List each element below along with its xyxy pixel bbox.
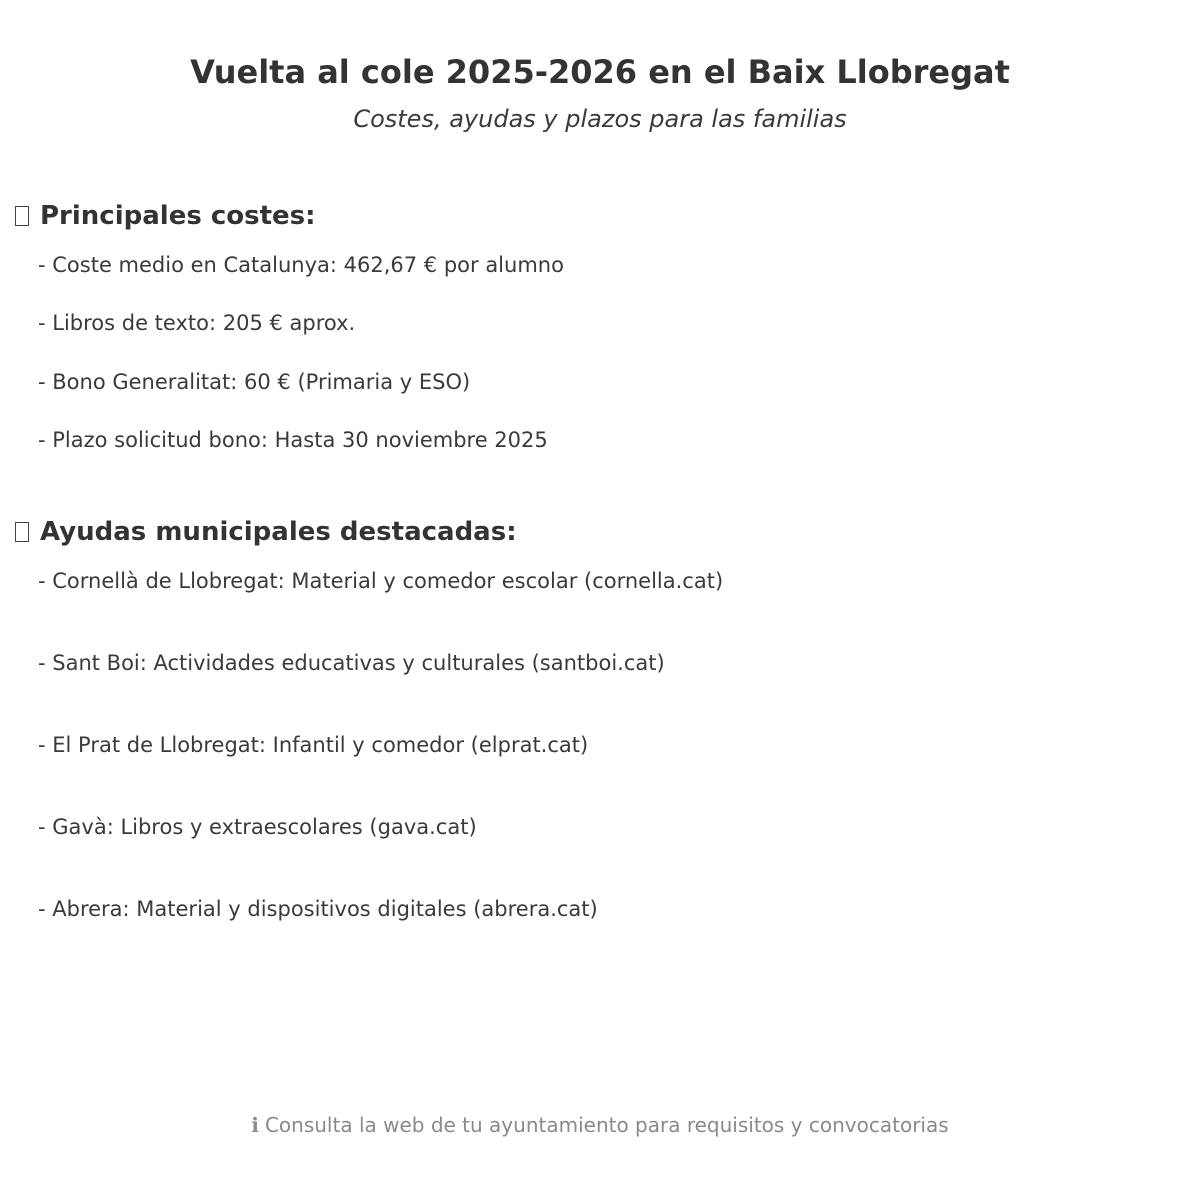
aid-item-elprat: - El Prat de Llobregat: Infantil y comedor (elprat.cat)	[38, 733, 589, 757]
missing-glyph-box-icon	[15, 522, 29, 542]
costs-heading-label: Principales costes:	[40, 201, 316, 231]
info-icon: ℹ	[251, 1113, 259, 1137]
footer-note	[0, 1111, 1200, 1139]
footer-text: Consulta la web de tu ayuntamiento para requisitos y convocatorias	[264, 1113, 949, 1137]
costs-section-heading	[15, 200, 316, 232]
cost-item-bono: - Bono Generalitat: 60 € (Primaria y ESO)	[38, 370, 471, 394]
aids-heading-label: Ayudas municipales destacadas:	[40, 517, 517, 547]
cost-item-deadline: - Plazo solicitud bono: Hasta 30 noviembre 2025	[38, 428, 548, 452]
aid-item-cornella: - Cornellà de Llobregat: Material y comedor escolar (cornella.cat)	[38, 569, 724, 593]
cost-item-average: - Coste medio en Catalunya: 462,67 € por alumno	[38, 253, 564, 277]
aid-item-abrera: - Abrera: Material y dispositivos digitales (abrera.cat)	[38, 897, 598, 921]
aids-section-heading	[15, 516, 517, 548]
missing-glyph-box-icon	[15, 206, 29, 226]
page-subtitle: Costes, ayudas y plazos para las familias	[353, 105, 847, 133]
cost-item-textbooks: - Libros de texto: 205 € aprox.	[38, 311, 356, 335]
page-title: Vuelta al cole 2025-2026 en el Baix Llobregat	[190, 53, 1010, 91]
aid-item-gava: - Gavà: Libros y extraescolares (gava.cat)	[38, 815, 477, 839]
aid-item-santboi: - Sant Boi: Actividades educativas y culturales (santboi.cat)	[38, 651, 665, 675]
